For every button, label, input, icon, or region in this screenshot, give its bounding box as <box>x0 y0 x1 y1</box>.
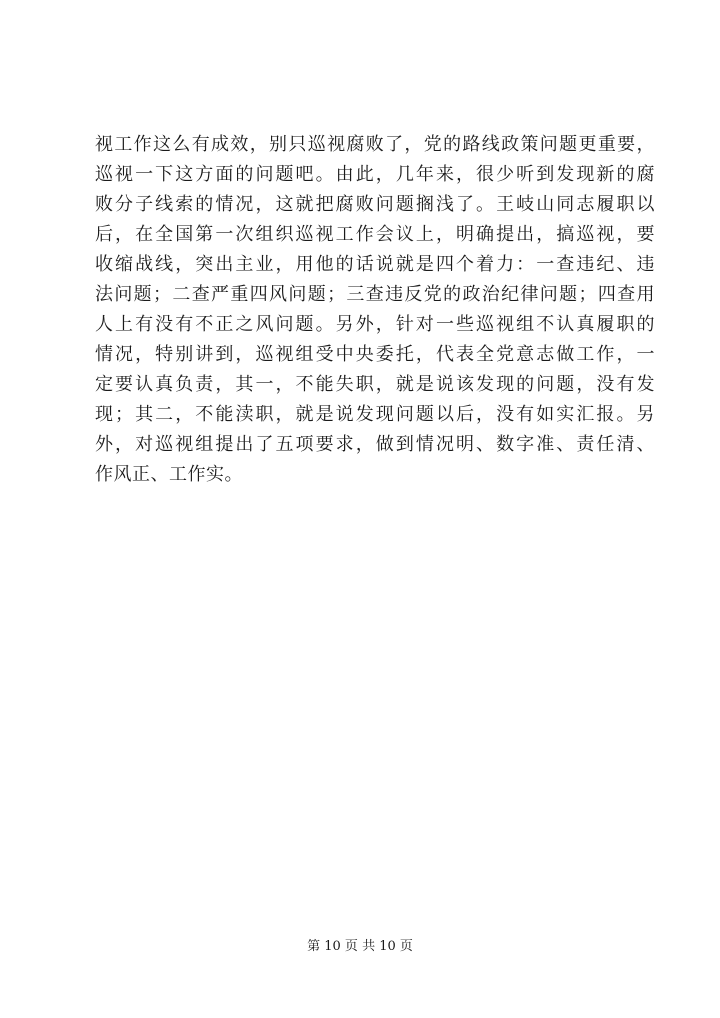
text-line: 情况，特别讲到，巡视组受中央委托，代表全党意志做工作，一 <box>95 344 655 365</box>
text-line: 败分子线索的情况，这就把腐败问题搁浅了。王岐山同志履职以 <box>95 194 655 215</box>
page-number-footer: 第 10 页 共 10 页 <box>307 939 413 954</box>
text-line: 外，对巡视组提出了五项要求，做到情况明、数字准、责任清、 <box>95 434 655 455</box>
text-line: 现；其二，不能渎职，就是说发现问题以后，没有如实汇报。另 <box>95 404 655 425</box>
text-line: 视工作这么有成效，别只巡视腐败了，党的路线政策问题更重要， <box>95 134 655 155</box>
text-line: 收缩战线，突出主业，用他的话说就是四个着力：一查违纪、违 <box>95 254 655 275</box>
text-line: 人上有没有不正之风问题。另外，针对一些巡视组不认真履职的 <box>95 314 655 335</box>
text-line: 作风正、工作实。 <box>95 464 243 485</box>
body-text <box>95 130 655 490</box>
text-line: 法问题；二查严重四风问题；三查违反党的政治纪律问题；四查用 <box>95 284 655 305</box>
text-line: 后，在全国第一次组织巡视工作会议上，明确提出，搞巡视，要 <box>95 224 655 245</box>
text-line: 巡视一下这方面的问题吧。由此，几年来，很少听到发现新的腐 <box>95 164 655 185</box>
text-line: 定要认真负责，其一，不能失职，就是说该发现的问题，没有发 <box>95 374 655 395</box>
